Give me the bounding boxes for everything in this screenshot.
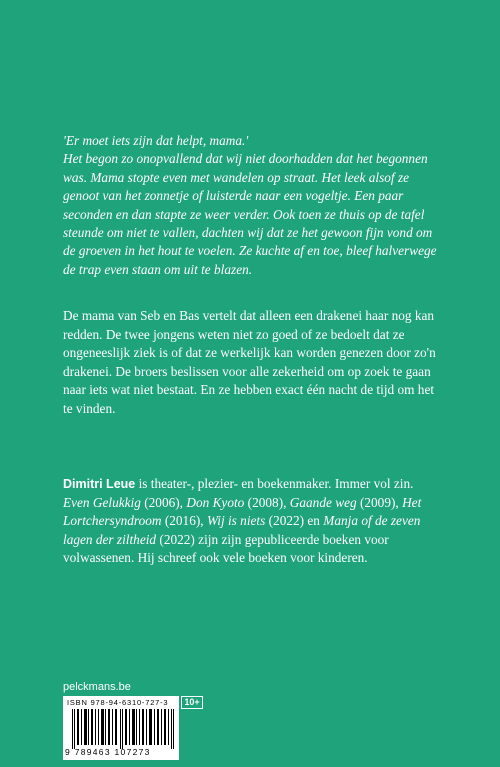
excerpt-body: Het begon zo onopvallend dat wij niet doorhadden dat het begonnen was. Mama stopte even met wandelen op straat. Het leek alsof ze genoot van het zonnetje of luisterde naar een vogeltje. Een paar seconden en dan stapte ze weer verder. Ook toen ze thuis op de tafel steunde om niet te vallen, dachten wij dat ze het gewoon fijn vond om de groeven in het hout te voelen. Ze kuchte af en toe, bleef halverwege de trap even staan om uit te blazen. — [63, 151, 437, 277]
bio-text: (2008), — [244, 494, 290, 510]
book-title: Don Kyoto — [186, 494, 245, 510]
bio-text: is theater-, plezier- en boekenmaker. Immer vol zin. — [135, 476, 414, 491]
bio-text: (2016), — [161, 513, 207, 529]
book-title: Even Gelukkig — [63, 494, 141, 510]
publisher-website: pelckmans.be — [63, 681, 131, 693]
book-title: Manja of de zeven lagen der ziltheid — [63, 513, 421, 547]
bio-text: (2022) en — [265, 513, 324, 529]
author-name: Dimitri Leue — [63, 477, 136, 491]
book-title: Het Lortchersyndroom — [63, 494, 422, 529]
blurb: De mama van Seb en Bas vertelt dat alleen een drakenei haar nog kan redden. De twee jongens weten niet zo goed of ze bedoelt dat ze ongeneeslijk ziek is of dat ze werkelijk kan worden genezen door zo'n drakenei. De broers beslissen voor alle zekerheid om op zoek te gaan naar iets wat niet bestaat. En ze hebben exact één nacht de tijd om het te vinden. — [63, 308, 436, 416]
barcode-icon — [72, 709, 176, 749]
bio-text: (2006), — [140, 494, 187, 510]
author-bio — [63, 475, 443, 568]
isbn-barcode-block — [63, 696, 179, 760]
bio-text: (2022) zijn zijn gepubliceerde boeken voor volwassenen. Hij schreef ook vele boeken voor kinderen. — [63, 531, 389, 566]
barcode-digits: 9 789463 107273 — [65, 747, 151, 757]
isbn-label: ISBN 978-94-6310-727-3 — [67, 698, 169, 707]
book-title: Gaande weg — [289, 494, 357, 510]
excerpt — [63, 132, 443, 279]
book-title: Wij is niets — [206, 513, 266, 529]
age-rating-badge: 10+ — [181, 696, 203, 709]
excerpt-quote: 'Er moet iets zijn dat helpt, mama.' — [63, 133, 249, 148]
bio-text: (2009), — [356, 494, 403, 510]
